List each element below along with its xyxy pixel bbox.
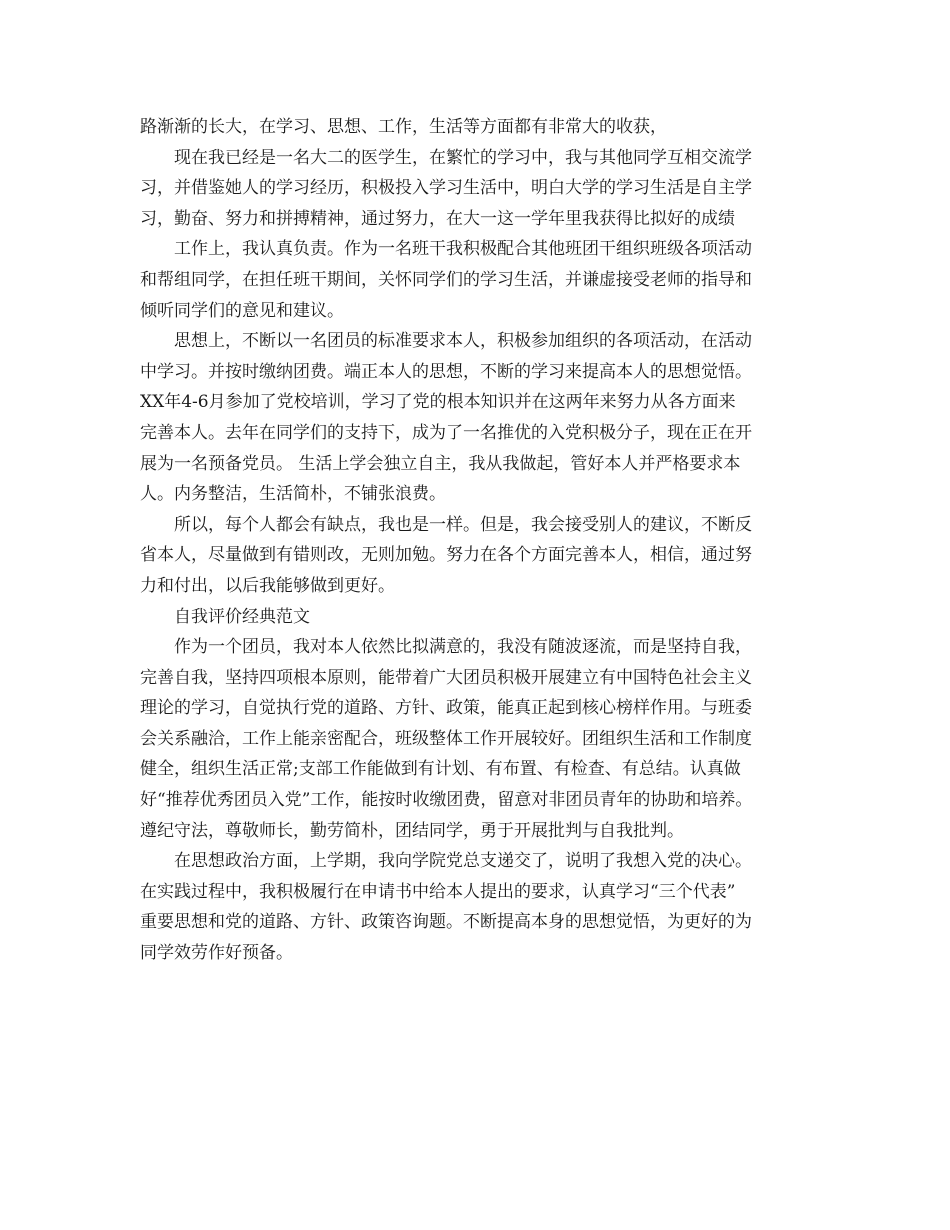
text-line: 自我评价经典范文 [174, 606, 310, 627]
text-line: 省本人，尽量做到有错则改，无则加勉。努力在各个方面完善本人，相信，通过努 [140, 545, 752, 566]
text-line: 人。内务整洁，生活简朴，不铺张浪费。 [140, 484, 446, 505]
text-line: 展为一名预备党员。 生活上学会独立自主，我从我做起，管好本人并严格要求本 [140, 453, 741, 474]
text-line: 健全，组织生活正常;支部工作能做到有计划、有布置、有检查、有总结。认真做 [140, 759, 741, 780]
text-line: 力和付出，以后我能够做到更好。 [140, 575, 395, 596]
text-line: XX年4-6月参加了党校培训，学习了党的根本知识并在这两年来努力从各方面来 [140, 392, 736, 413]
text-line: 习，并借鉴她人的学习经历，积极投入学习生活中，明白大学的学习生活是自主学 [140, 178, 752, 199]
text-line: 现在我已经是一名大二的医学生，在繁忙的学习中，我与其他同学互相交流学 [174, 147, 752, 168]
text-line: 遵纪守法，尊敬师长，勤劳简朴，团结同学，勇于开展批判与自我批判。 [140, 820, 684, 841]
document-body [140, 112, 820, 969]
text-line: 重要思想和党的道路、方针、政策咨询题。不断提高本身的思想觉悟，为更好的为 [140, 912, 752, 933]
text-line: 作为一个团员，我对本人依然比拟满意的，我没有随波逐流，而是坚持自我， [174, 637, 752, 658]
text-line: 完善自我，坚持四项根本原则，能带着广大团员积极开展建立有中国特色社会主义 [140, 667, 752, 688]
text-line: 倾听同学们的意见和建议。 [140, 300, 344, 321]
text-line: 会关系融洽，工作上能亲密配合，班级整体工作开展较好。团组织生活和工作制度 [140, 728, 752, 749]
text-line: 所以，每个人都会有缺点，我也是一样。但是，我会接受别人的建议，不断反 [174, 514, 752, 535]
text-line: 习，勤奋、努力和拼搏精神，通过努力，在大一这一学年里我获得比拟好的成绩 [140, 208, 735, 229]
text-line: 理论的学习，自觉执行党的道路、方针、政策，能真正起到核心榜样作用。与班委 [140, 698, 752, 719]
text-line: 路渐渐的长大，在学习、思想、工作，生活等方面都有非常大的收获， [140, 117, 667, 137]
text-line: 在思想政治方面，上学期，我向学院党总支递交了，说明了我想入党的决心。 [174, 851, 752, 872]
text-line: 中学习。并按时缴纳团费。端正本人的思想，不断的学习来提高本人的思想觉悟。 [140, 361, 752, 382]
text-line: 在实践过程中，我积极履行在申请书中给本人提出的要求，认真学习“三个代表” [140, 881, 736, 902]
text-line: 工作上，我认真负责。作为一名班干我积极配合其他班团干组织班级各项活动 [174, 239, 752, 260]
text-line: 完善本人。去年在同学们的支持下，成为了一名推优的入党积极分子，现在正在开 [140, 422, 752, 443]
text-line: 好“推荐优秀团员入党”工作，能按时收缴团费，留意对非团员青年的协助和培养。 [140, 790, 753, 811]
text-line: 同学效劳作好预备。 [140, 943, 293, 964]
text-line: 思想上，不断以一名团员的标准要求本人，积极参加组织的各项活动，在活动 [174, 331, 752, 352]
text-line: 和帮组同学，在担任班干期间，关怀同学们的学习生活，并谦虚接受老师的指导和 [140, 269, 752, 290]
